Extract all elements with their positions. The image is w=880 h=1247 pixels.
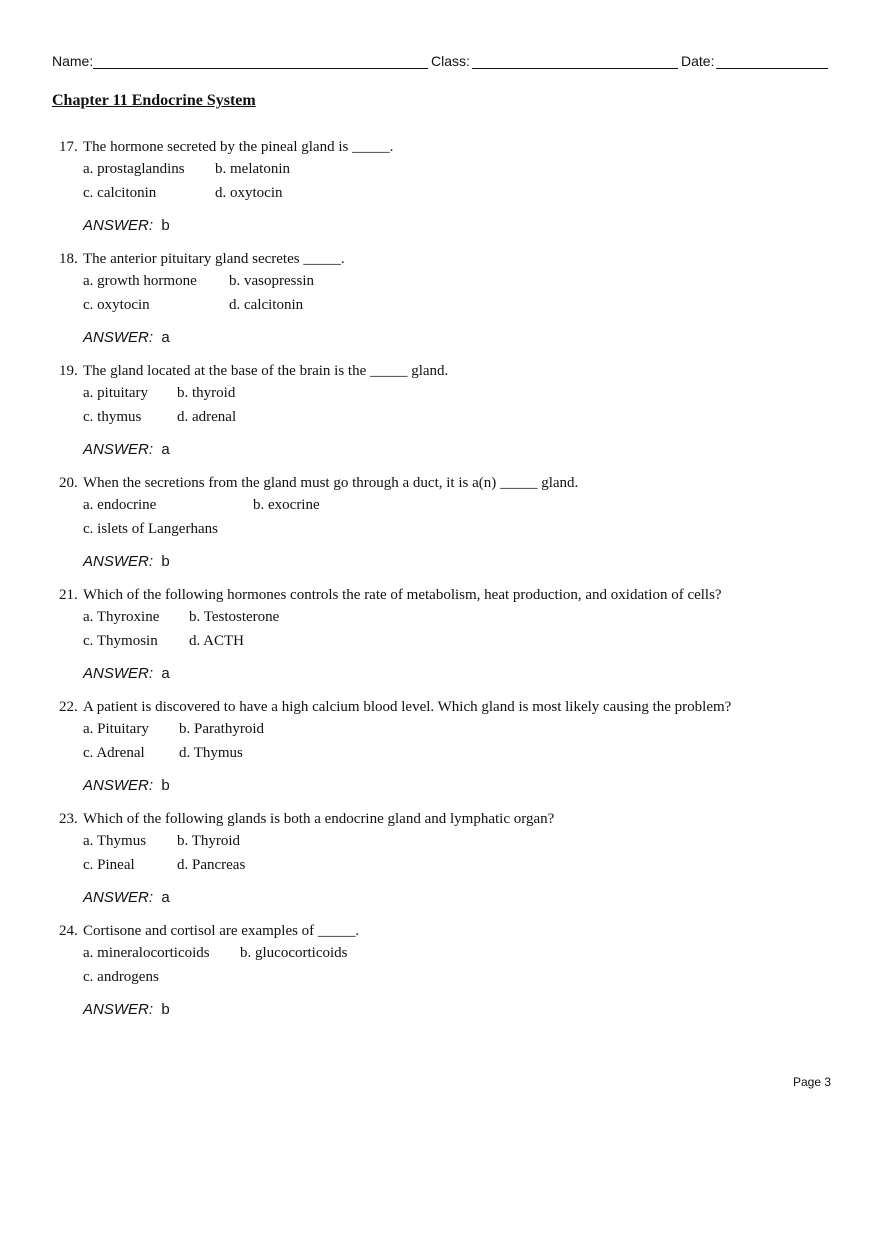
option-a: a. Thyroxine [83, 609, 160, 625]
question-text: Which of the following glands is both a endocrine gland and lymphatic organ? [83, 811, 555, 827]
question-23 [0, 809, 880, 909]
answer-value: a [161, 665, 170, 682]
question-stem [59, 473, 578, 493]
option-b: b. melatonin [215, 161, 290, 177]
answer-value: b [161, 1001, 170, 1018]
question-18 [0, 249, 880, 349]
question-number: 20. [59, 475, 78, 491]
option-d: d. calcitonin [229, 297, 304, 313]
name-label: Name: [52, 53, 94, 69]
question-stem [59, 361, 448, 381]
question-text: Which of the following hormones controls the rate of metabolism, heat production, and oxidation of cells? [83, 587, 722, 603]
question-20 [0, 473, 880, 573]
question-stem [59, 137, 393, 157]
question-19 [0, 361, 880, 461]
option-a: a. mineralocorticoids [83, 945, 210, 961]
question-text: The hormone secreted by the pineal gland is _____. [83, 139, 394, 155]
question-stem [59, 921, 359, 941]
question-stem [59, 809, 554, 829]
question-text: The anterior pituitary gland secretes _____. [83, 251, 345, 267]
answer-line [83, 777, 170, 795]
question-stem [59, 249, 345, 269]
answer-value: b [161, 553, 170, 570]
option-b: b. vasopressin [229, 273, 314, 289]
date-field-line[interactable] [716, 68, 828, 69]
option-b: b. Testosterone [189, 609, 280, 625]
question-number: 18. [59, 251, 78, 267]
option-c: c. oxytocin [83, 297, 150, 313]
option-b: b. Parathyroid [179, 721, 264, 737]
answer-line [83, 329, 170, 347]
answer-line [83, 217, 170, 235]
option-a: a. Thymus [83, 833, 147, 849]
question-number: 17. [59, 139, 78, 155]
option-b: b. exocrine [253, 497, 320, 513]
option-c: c. Adrenal [83, 745, 145, 761]
question-stem [59, 585, 722, 605]
answer-label: ANSWER: [83, 217, 154, 234]
question-stem [59, 697, 731, 717]
question-24 [0, 921, 880, 1021]
option-c: c. Pineal [83, 857, 135, 873]
question-text: The gland located at the base of the brain is the _____ gland. [83, 363, 449, 379]
option-b: b. thyroid [177, 385, 236, 401]
question-22 [0, 697, 880, 797]
answer-label: ANSWER: [83, 665, 154, 682]
page-number: Page 3 [793, 1075, 832, 1089]
question-number: 22. [59, 699, 78, 715]
class-field-line[interactable] [472, 68, 678, 69]
answer-value: a [161, 889, 170, 906]
answer-line [83, 1001, 170, 1019]
question-text: A patient is discovered to have a high calcium blood level. Which gland is most likely causing the problem? [83, 699, 732, 715]
question-number: 19. [59, 363, 78, 379]
option-a: a. prostaglandins [83, 161, 185, 177]
option-c: c. androgens [83, 969, 159, 985]
answer-value: a [161, 441, 170, 458]
option-d: d. Pancreas [177, 857, 246, 873]
answer-label: ANSWER: [83, 889, 154, 906]
option-c: c. calcitonin [83, 185, 157, 201]
option-a: a. growth hormone [83, 273, 197, 289]
option-d: d. Thymus [179, 745, 243, 761]
date-label: Date: [681, 53, 715, 69]
question-21 [0, 585, 880, 685]
answer-line [83, 441, 170, 459]
option-a: a. pituitary [83, 385, 148, 401]
option-c: c. islets of Langerhans [83, 521, 218, 537]
answer-value: b [161, 217, 170, 234]
option-d: d. oxytocin [215, 185, 283, 201]
question-number: 23. [59, 811, 78, 827]
question-number: 24. [59, 923, 78, 939]
question-text: Cortisone and cortisol are examples of _____. [83, 923, 360, 939]
answer-label: ANSWER: [83, 441, 154, 458]
option-a: a. Pituitary [83, 721, 149, 737]
option-c: c. Thymosin [83, 633, 158, 649]
answer-line [83, 553, 170, 571]
question-text: When the secretions from the gland must go through a duct, it is a(n) _____ gland. [83, 475, 579, 491]
answer-value: a [161, 329, 170, 346]
option-d: d. adrenal [177, 409, 237, 425]
option-b: b. glucocorticoids [240, 945, 348, 961]
answer-label: ANSWER: [83, 1001, 154, 1018]
option-c: c. thymus [83, 409, 142, 425]
option-b: b. Thyroid [177, 833, 241, 849]
name-field-line[interactable] [93, 68, 428, 69]
question-number: 21. [59, 587, 78, 603]
answer-line [83, 889, 170, 907]
answer-value: b [161, 777, 170, 794]
answer-label: ANSWER: [83, 329, 154, 346]
option-a: a. endocrine [83, 497, 157, 513]
answer-label: ANSWER: [83, 777, 154, 794]
option-d: d. ACTH [189, 633, 245, 649]
answer-line [83, 665, 170, 683]
class-label: Class: [431, 53, 470, 69]
question-17 [0, 137, 880, 237]
chapter-title: Chapter 11 Endocrine System [52, 92, 256, 109]
answer-label: ANSWER: [83, 553, 154, 570]
